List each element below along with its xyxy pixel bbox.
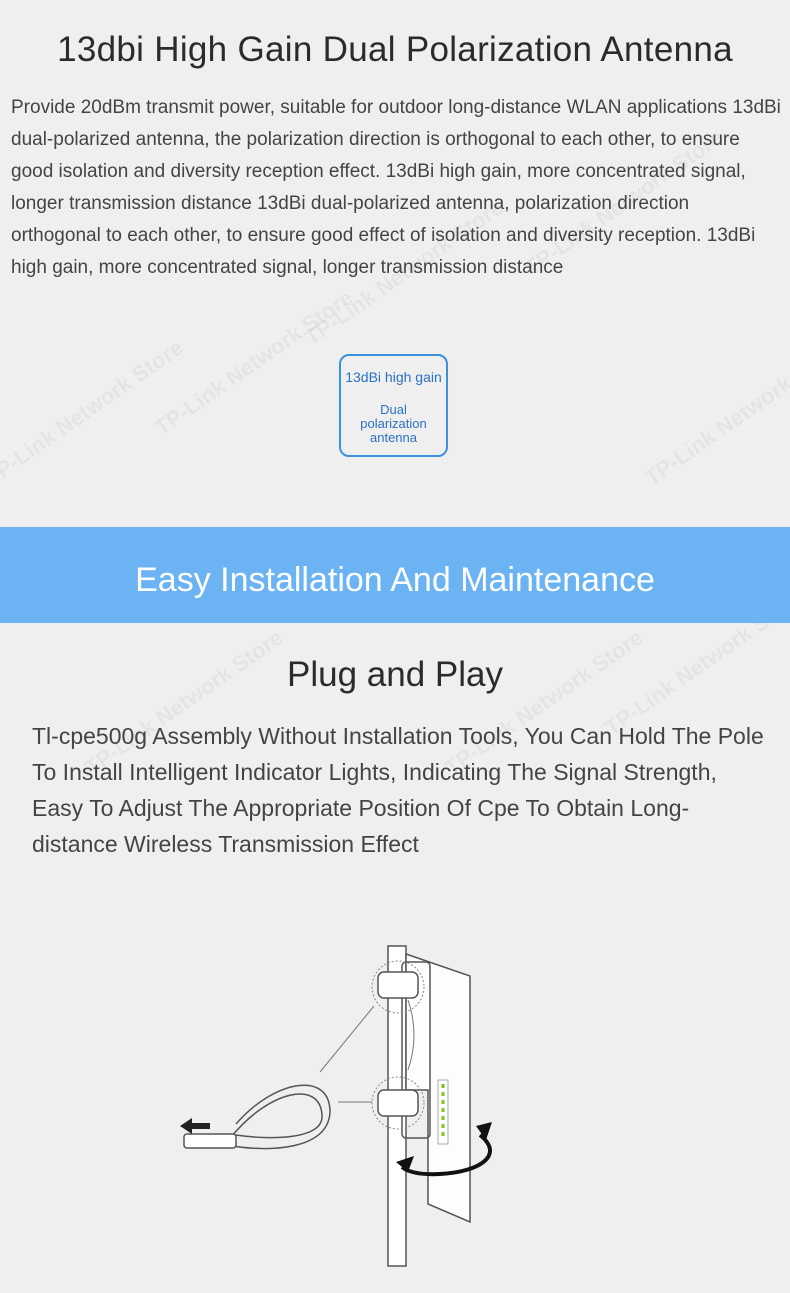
watermark-text [0,335,188,492]
antenna-section-body: Provide 20dBm transmit power, suitable for outdoor long-distance WLAN applications 13dBi dual-polarized antenna, the polarization direction is orthogonal to each other, to ensure good isolation and diversity reception effect. 13dBi high gain, more concentrated signal, longer transmission distance 13dBi dual-polarized antenna, polarization direction orthogonal to each other, to ensure good effect of isolation and diversity reception. 13dBi high gain, more concentrated signal, longer transmission distance [11,97,781,278]
antenna-feature-badge [339,354,448,457]
plug-section-title: Plug and Play [287,655,503,694]
watermark-text [640,335,790,492]
antenna-section-title: 13dbi High Gain Dual Polarization Antenna [57,30,733,69]
badge-gain-label: 13dBi high gain [345,369,442,385]
indicator-lights-icon [438,1080,448,1144]
cpe-device-icon [372,954,470,1222]
plug-section-body: Tl-cpe500g Assembly Without Installation Tools, You Can Hold The Pole To Install Intelligent Indicator Lights, Indicating The Signal Strength, Easy To Adjust The Appropriate Position Of Cpe To Obtain Long-distance Wireless Transmission Effect [32,723,764,857]
banner-title: Easy Installation And Maintenance [135,561,655,599]
badge-polarization-label: Dual polarization antenna [360,402,427,445]
watermark-text [150,285,358,442]
installation-illustration [170,940,510,1270]
pull-arrow-icon [180,1118,210,1134]
cable-tie-icon [184,1085,330,1148]
section-banner [0,527,790,623]
